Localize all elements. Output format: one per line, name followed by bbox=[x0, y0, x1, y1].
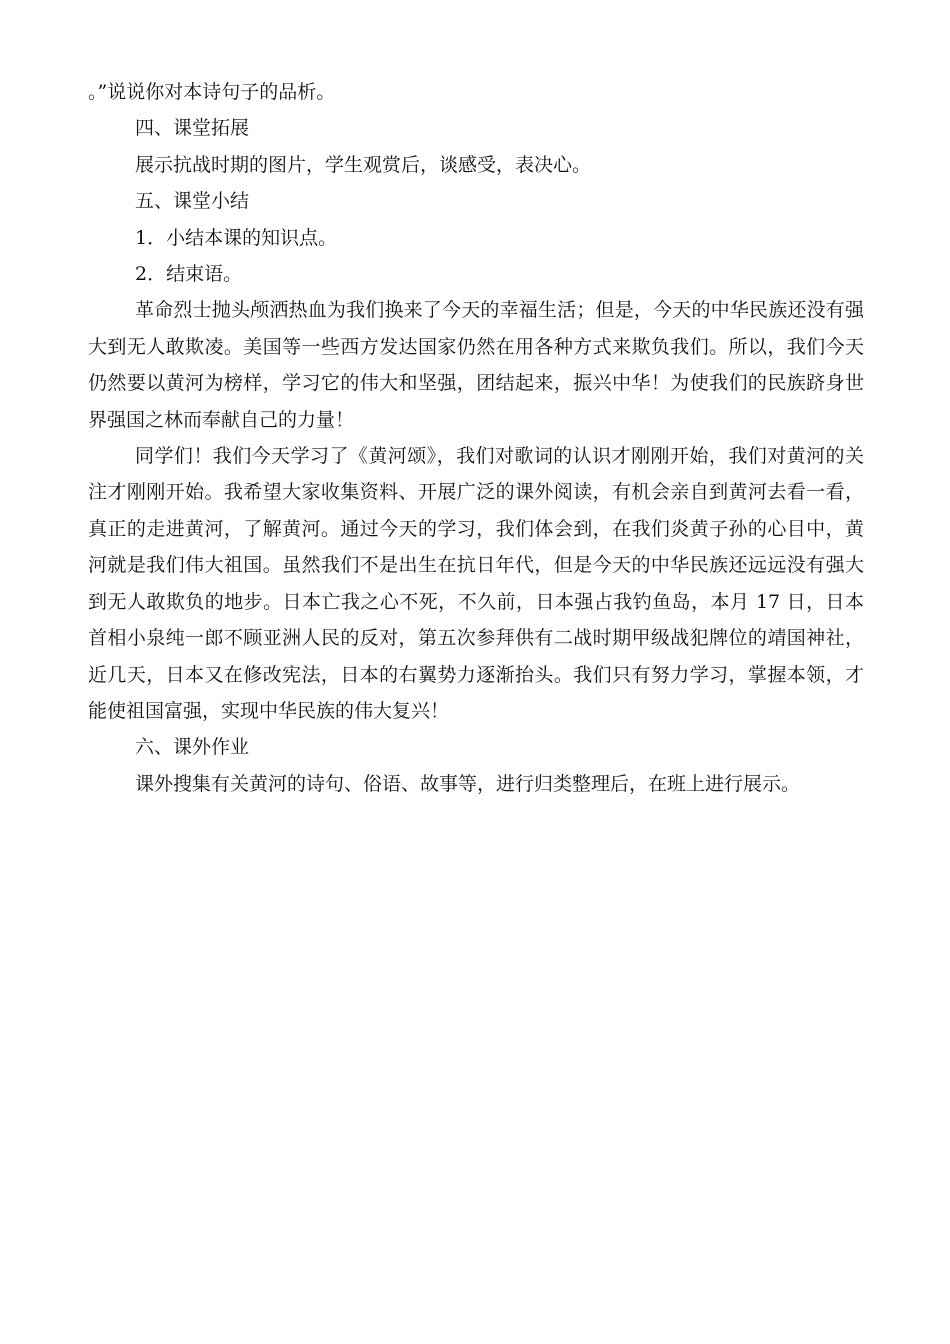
paragraph-closing-remarks-2: 同学们！我们今天学习了《黄河颂》，我们对歌词的认识才刚刚开始，我们对黄河的关注才刚刚开始。我希望大家收集资料、开展广泛的课外阅读，有机会亲自到黄河去看一看，真正的走进黄河，了解黄河。通过今天的学习，我们体会到，在我们炎黄子孙的心目中，黄河就是我们伟大祖国。虽然我们不是出生在抗日年代，但是今天的中华民族还远远没有强大到无人敢欺负的地步。日本亡我之心不死，不久前，日本强占我钓鱼岛，本月 17 日，日本首相小泉纯一郎不顾亚洲人民的反对，第五次参拜供有二战时期甲级战犯牌位的靖国神社，近几天，日本又在修改宪法，日本的右翼势力逐渐抬头。我们只有努力学习，掌握本领，才能使祖国富强，实现中华民族的伟大复兴！ bbox=[88, 445, 864, 722]
heading-homework: 六、课外作业 bbox=[135, 736, 250, 759]
document-body bbox=[88, 74, 864, 802]
list-item-summary-1: 1．小结本课的知识点。 bbox=[135, 226, 338, 249]
heading-class-extension: 四、课堂拓展 bbox=[135, 117, 250, 140]
list-item-summary-2: 2．结束语。 bbox=[135, 263, 243, 286]
paragraph-homework-task: 课外搜集有关黄河的诗句、俗语、故事等，进行归类整理后，在班上进行展示。 bbox=[135, 772, 801, 795]
paragraph-closing-remarks-1: 革命烈士抛头颅洒热血为我们换来了今天的幸福生活；但是，今天的中华民族还没有强大到无人敢欺凌。美国等一些西方发达国家仍然在用各种方式来欺负我们。所以，我们今天仍然要以黄河为榜样，学习它的伟大和坚强，团结起来，振兴中华！为使我们的民族跻身世界强国之林而奉献自己的力量！ bbox=[88, 299, 864, 431]
paragraph-extension-activity: 展示抗战时期的图片，学生观赏后，谈感受，表决心。 bbox=[135, 153, 592, 176]
paragraph-quote-continuation: 。”说说你对本诗句子的品析。 bbox=[88, 81, 336, 103]
heading-class-summary: 五、课堂小结 bbox=[135, 190, 250, 213]
